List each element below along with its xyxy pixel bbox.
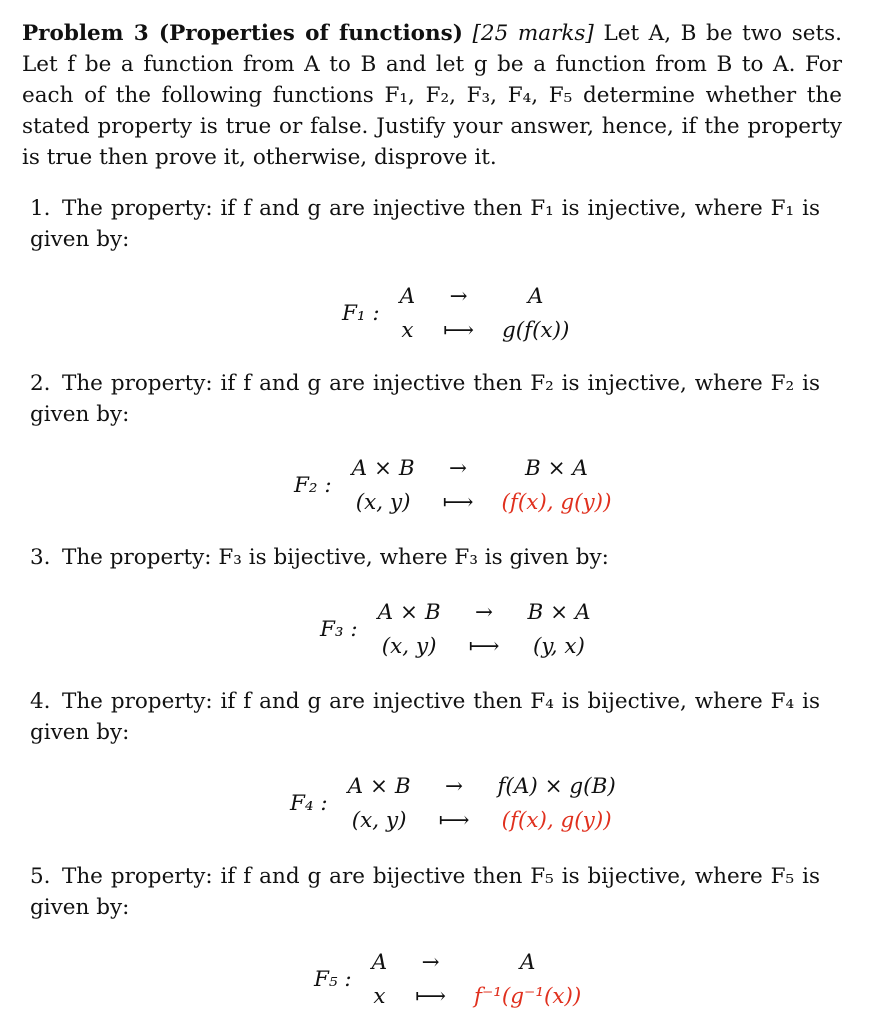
function-definition-2 (280, 452, 625, 520)
function-domain: A (399, 284, 416, 309)
function-codomain: B × A (524, 456, 588, 481)
function-element: (x, y) (351, 808, 407, 833)
function-codomain: f(A) × g(B) (497, 774, 616, 799)
function-label: F₂ : (294, 473, 332, 498)
problem-item-4 (30, 686, 820, 748)
function-image: g(f(x)) (501, 318, 570, 343)
function-domain: A × B (377, 600, 441, 625)
problem-item-5 (30, 861, 820, 923)
function-domain: A × B (351, 456, 415, 481)
arrow-symbol: → (445, 774, 464, 799)
mapsto-symbol: ⟼ (468, 634, 500, 659)
problem-intro-text: Let A, B be two sets. Let f be a function from A to B and let g be a function from B to A. For each of the following functions F₁, F₂, F₃, F₄, F₅ determine whether the stated property is true or false. Justify your answer, hence, if the property is true then prove it, otherwise, disprove it. (22, 21, 842, 170)
function-image: (f(x), g(y)) (501, 490, 612, 515)
function-element: (x, y) (355, 490, 411, 515)
problem-document (22, 18, 842, 173)
function-domain: A × B (347, 774, 411, 799)
function-codomain: A (519, 950, 536, 975)
function-codomain: A (527, 284, 544, 309)
mapsto-symbol: ⟼ (443, 318, 474, 343)
function-element: (x, y) (381, 634, 437, 659)
problem-item-2 (30, 368, 820, 430)
problem-item-3 (30, 542, 820, 573)
arrow-symbol: → (475, 600, 494, 625)
function-definition-3 (306, 596, 604, 664)
function-label: F₄ : (290, 791, 328, 816)
function-domain: A (371, 950, 388, 975)
function-label: F₁ : (342, 301, 380, 326)
function-element: x (401, 318, 414, 343)
function-definition-4 (276, 770, 630, 838)
function-image: (f(x), g(y)) (501, 808, 612, 833)
function-label: F₅ : (314, 967, 352, 992)
item-number: 4. (30, 689, 51, 714)
item-text: The property: if f and g are injective then F₄ is bijective, where F₄ is given by: (30, 689, 820, 745)
function-image: (y, x) (533, 634, 585, 659)
problem-item-1 (30, 193, 820, 255)
item-text: The property: if f and g are bijective then F₅ is bijective, where F₅ is given by: (30, 864, 820, 920)
arrow-symbol: → (449, 456, 468, 481)
function-label: F₃ : (320, 617, 358, 642)
function-codomain: B × A (527, 600, 591, 625)
function-definition-1 (328, 280, 583, 348)
mapsto-symbol: ⟼ (415, 984, 446, 1009)
problem-intro (22, 18, 842, 173)
mapsto-symbol: ⟼ (438, 808, 470, 833)
problem-marks: [25 marks] (472, 21, 594, 46)
arrow-symbol: → (421, 950, 440, 975)
function-element: x (373, 984, 386, 1009)
item-number: 1. (30, 196, 51, 221)
function-image: f⁻¹(g⁻¹(x)) (473, 984, 582, 1009)
item-number: 5. (30, 864, 51, 889)
item-text: The property: if f and g are injective then F₂ is injective, where F₂ is given by: (30, 371, 820, 427)
item-number: 3. (30, 545, 51, 570)
item-number: 2. (30, 371, 51, 396)
arrow-symbol: → (449, 284, 468, 309)
problem-heading: Problem 3 (Properties of functions) (22, 21, 463, 46)
function-definition-5 (300, 946, 595, 1014)
item-text: The property: F₃ is bijective, where F₃ is given by: (62, 545, 609, 570)
item-text: The property: if f and g are injective then F₁ is injective, where F₁ is given by: (30, 196, 820, 252)
mapsto-symbol: ⟼ (442, 490, 474, 515)
